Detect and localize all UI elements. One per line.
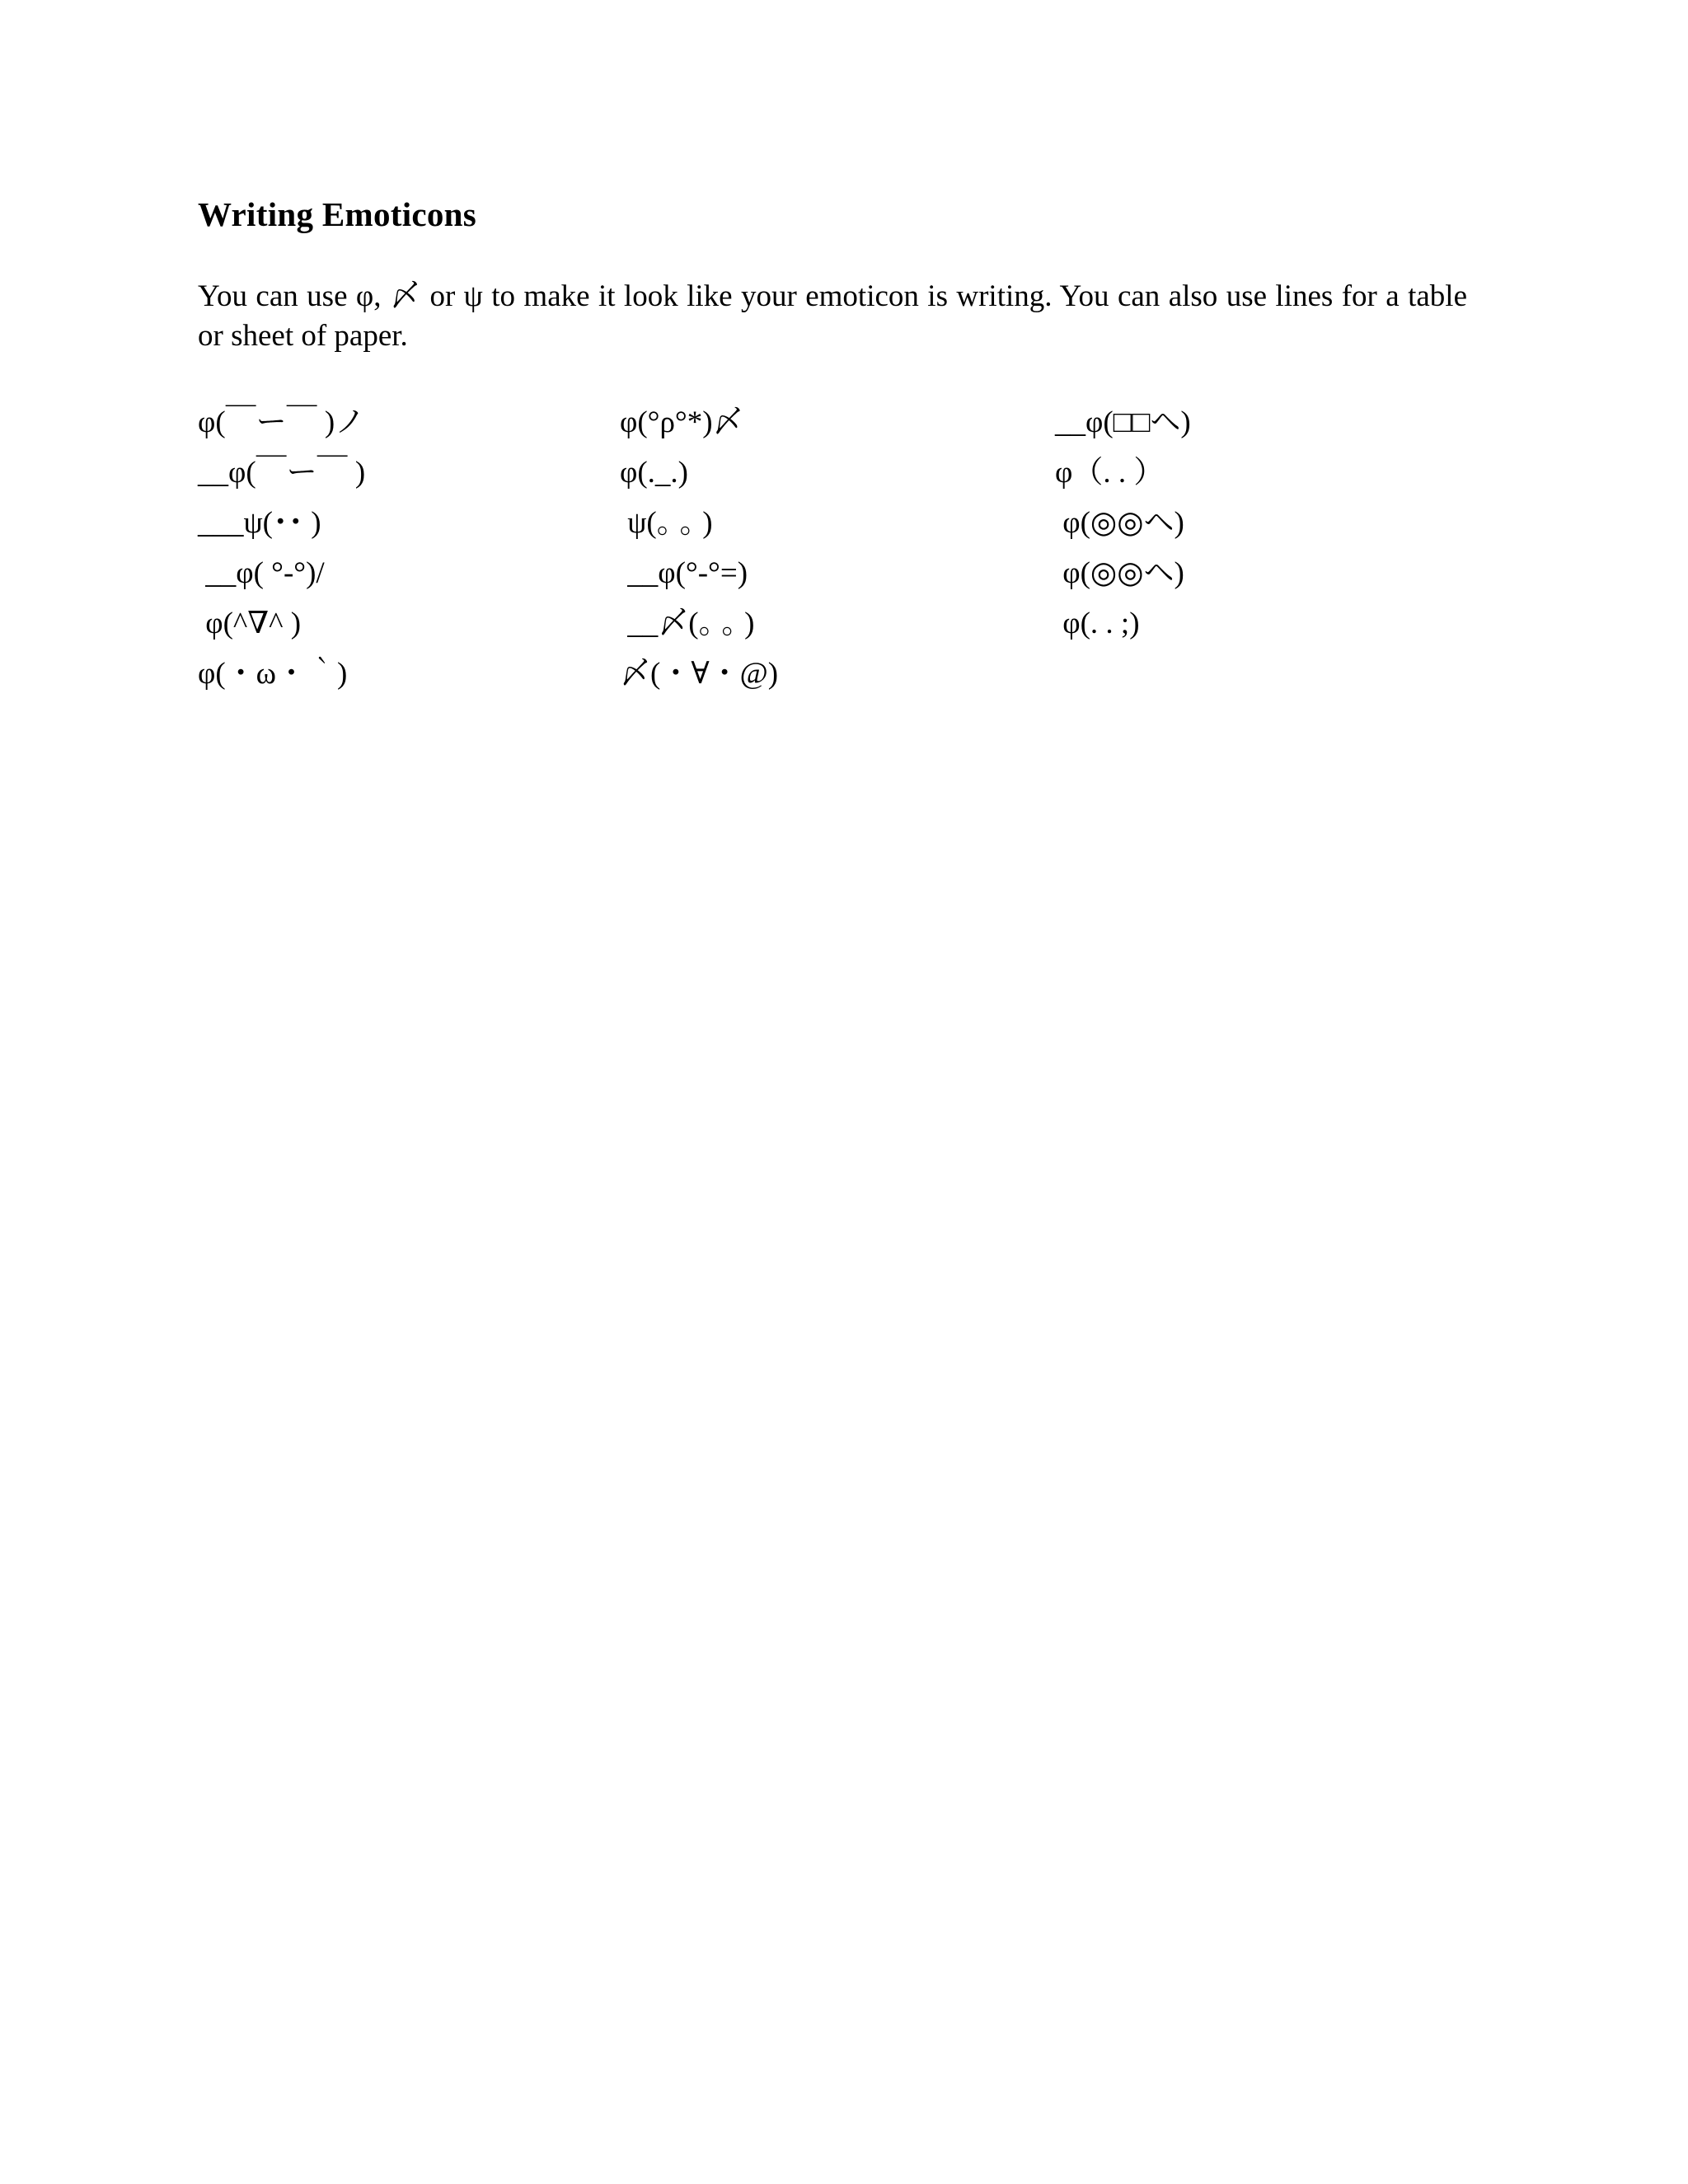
emoticon-item: φ(._.) xyxy=(620,456,688,490)
emoticon-item: φ(◎◎ヘ) xyxy=(1055,556,1184,590)
emoticon-item: __〆(｡ ｡ ) xyxy=(620,607,755,640)
emoticon-item: φ(°ρ°*)〆 xyxy=(620,405,743,439)
emoticon-column-3 xyxy=(1055,397,1191,649)
emoticon-item: φ(・ω・｀) xyxy=(198,657,348,691)
emoticon-item: __φ(□□ヘ) xyxy=(1055,405,1191,439)
emoticon-item: __φ(￣ー￣ ) xyxy=(198,456,366,490)
emoticon-item: φ(￣ー￣ )ノ xyxy=(198,405,366,439)
emoticon-item: __φ(°-°=) xyxy=(620,556,748,590)
emoticon-item: ___ψ(･･ ) xyxy=(198,506,321,540)
emoticon-item: φ(^∇^ ) xyxy=(198,607,302,640)
emoticon-item: __φ( °-°)/ xyxy=(198,556,325,590)
emoticon-item: 〆(・∀・@) xyxy=(620,657,779,691)
emoticon-column-2 xyxy=(620,397,778,699)
emoticon-item: φ（. . ） xyxy=(1055,456,1165,490)
intro-paragraph xyxy=(198,277,1467,356)
emoticon-item: φ(. . ;) xyxy=(1055,607,1140,640)
intro-text: You can use φ, 〆 or ψ to make it look like your emoticon is writing. You can also use lines for a table or sheet of paper. xyxy=(198,279,1467,353)
page-title: Writing Emoticons xyxy=(198,195,477,233)
emoticon-item: φ(◎◎ヘ) xyxy=(1055,506,1184,540)
emoticon-item: ψ(｡ ｡ ) xyxy=(620,506,713,540)
emoticon-column-1 xyxy=(198,397,365,699)
